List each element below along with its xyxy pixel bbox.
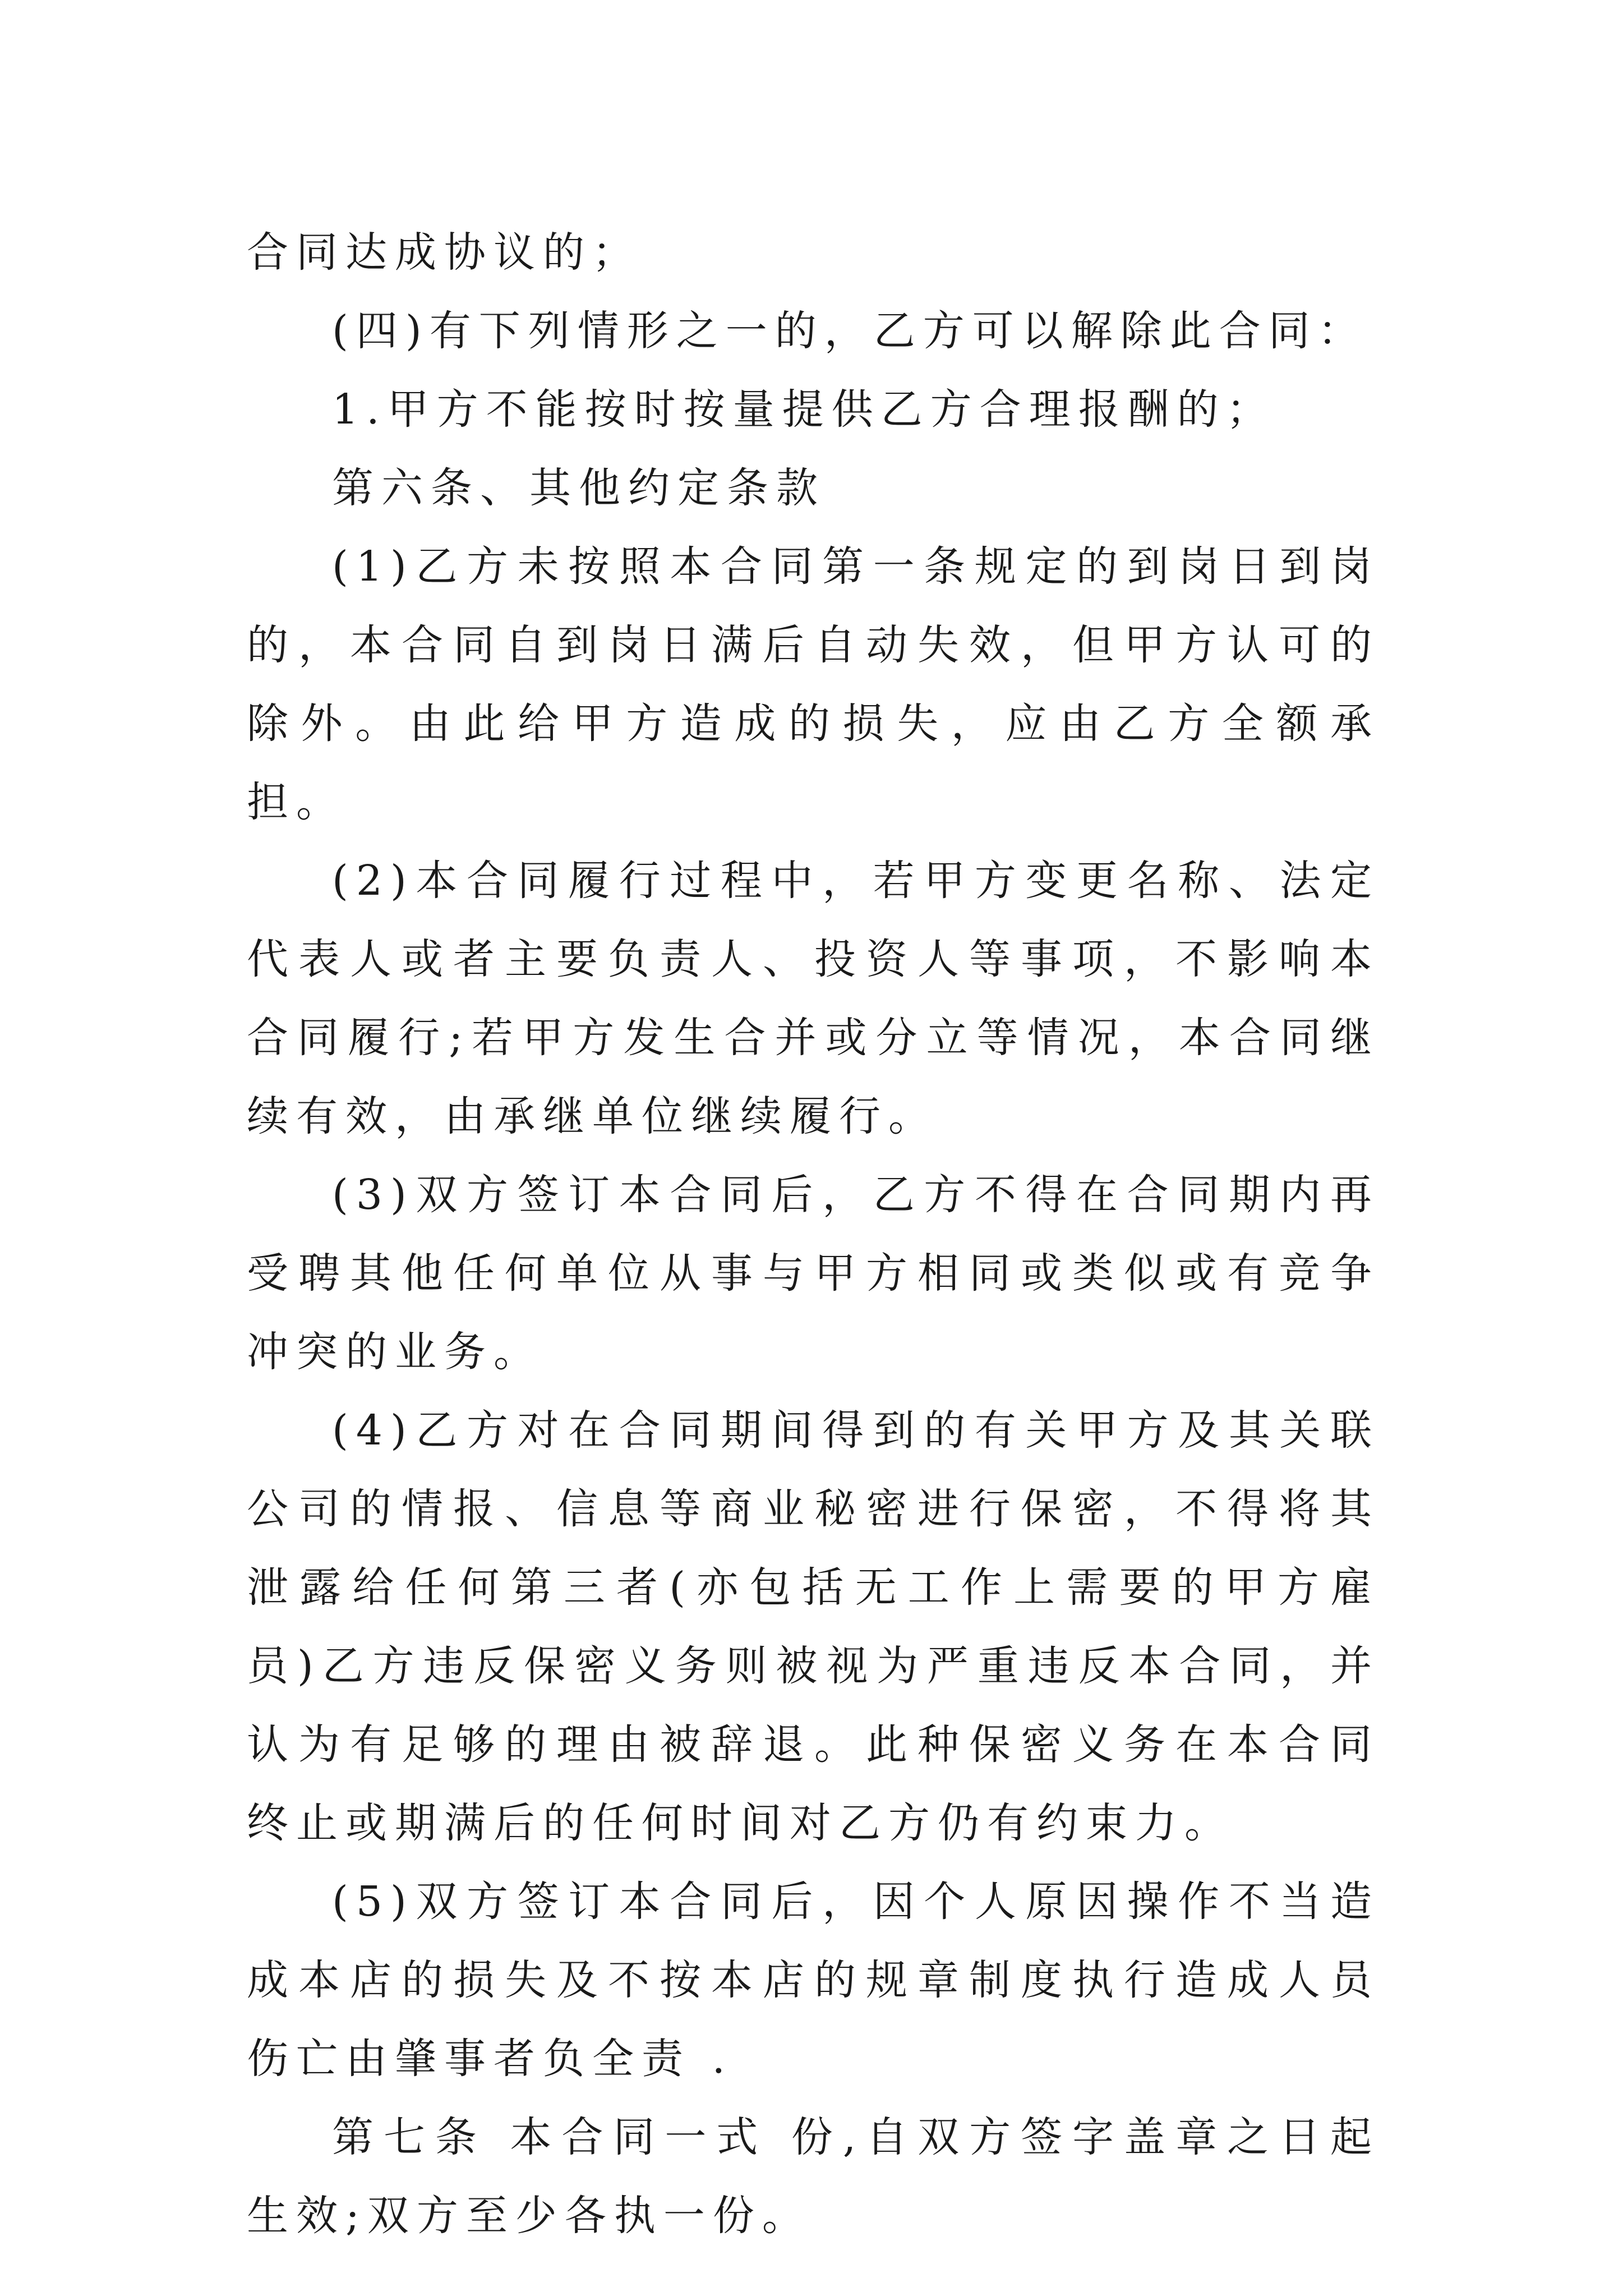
contract-text: [247, 213, 1380, 2255]
paragraph-termination-clause: (四)有下列情形之一的，乙方可以解除此合同：: [332, 307, 1367, 355]
paragraph-clause-5: (5)双方签订本合同后，因个人原因操作不当造成本店的损失及不按本店的规章制度执行造成人员伤亡由肇事者负全责 .: [247, 1878, 1380, 2083]
paragraph-termination-item-1: 1.甲方不能按时按量提供乙方合理报酬的；: [332, 385, 1276, 434]
paragraph-clause-2: (2)本合同履行过程中，若甲方变更名称、法定代表人或者主要负责人、投资人等事项，不影响本合同履行;若甲方发生合并或分立等情况，本合同继续有效，由承继单位继续履行。: [247, 857, 1380, 1140]
paragraph-continuation: 合同达成协议的；: [247, 228, 642, 277]
paragraph-clause-3: (3)双方签订本合同后，乙方不得在合同期内再受聘其他任何单位从事与甲方相同或类似或有竞争冲突的业务。: [247, 1171, 1380, 1376]
section-heading-article-6: 第六条、其他约定条款: [332, 464, 826, 512]
paragraph-clause-4: (4)乙方对在合同期间得到的有关甲方及其关联公司的情报、信息等商业秘密进行保密，不得将其泄露给任何第三者(亦包括无工作上需要的甲方雇员)乙方违反保密义务则被视为严重违反本合同，并认为有足够的理由被辞退。此种保密义务在本合同终止或期满后的任何时间对乙方仍有约束力。: [247, 1406, 1380, 1847]
section-article-7: 第七条 本合同一式 份,自双方签字盖章之日起生效;双方至少各执一份。: [247, 2113, 1380, 2240]
paragraph-clause-1: (1)乙方未按照本合同第一条规定的到岗日到岗的，本合同自到岗日满后自动失效，但甲方认可的除外。由此给甲方造成的损失，应由乙方全额承担。: [247, 542, 1380, 826]
